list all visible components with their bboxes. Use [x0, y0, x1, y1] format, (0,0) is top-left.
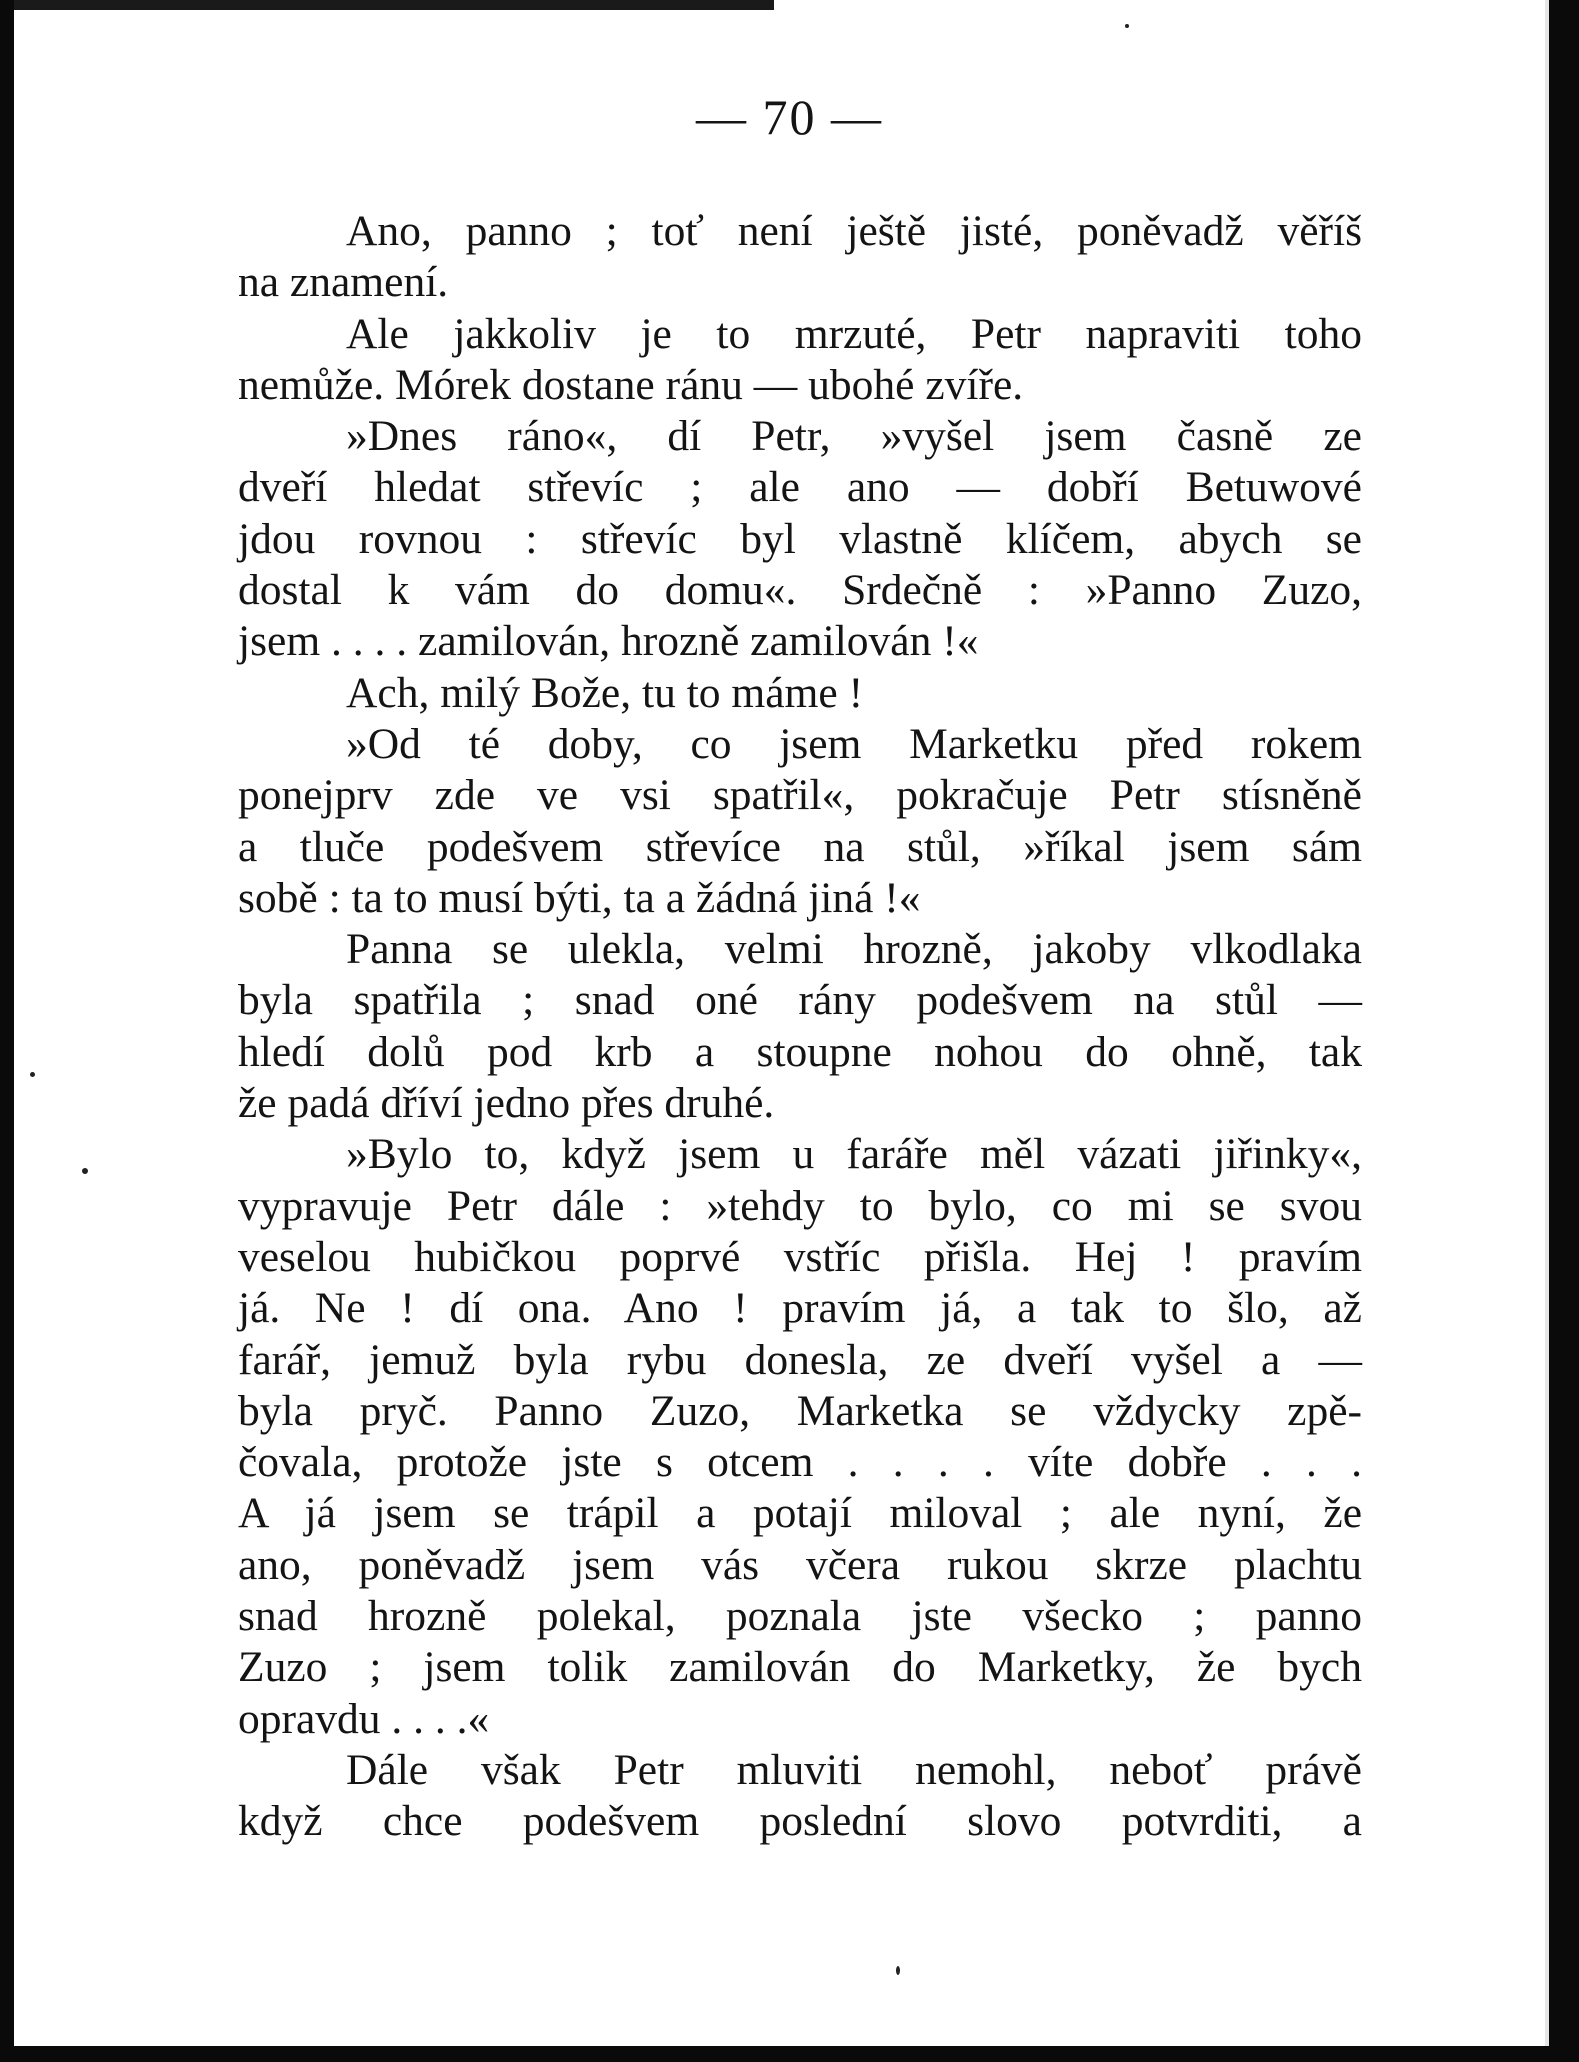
page-number: — 70 —	[696, 89, 883, 145]
text-line: snad hrozně polekal, poznala jste všecko ; panno	[238, 1592, 1362, 1641]
text-line: A já jsem se trápil a potají miloval ; ale nyní, že	[238, 1489, 1362, 1538]
scan-edge-right	[1549, 0, 1579, 2062]
text-line: hledí dolů pod krb a stoupne nohou do ohně, tak	[238, 1027, 1362, 1076]
scan-edge-bottom	[0, 2046, 1579, 2062]
text-line: sobě : ta to musí býti, ta a žádná jiná !«	[238, 873, 921, 922]
text-line: »Dnes ráno«, dí Petr, »vyšel jsem časně ze	[346, 412, 1362, 461]
text-line: Zuzo ; jsem tolik zamilován do Marketky, že bych	[238, 1643, 1362, 1692]
page-body-text	[238, 206, 1362, 1848]
scan-edge-left	[0, 0, 14, 2062]
text-line: Dále však Petr mluviti nemohl, neboť právě	[346, 1745, 1362, 1794]
text-line: dostal k vám do domu«. Srdečně : »Panno Zuzo,	[238, 566, 1362, 615]
text-line: opravdu . . . .«	[238, 1694, 490, 1743]
scan-speck	[82, 1168, 88, 1174]
text-line: »Od té doby, co jsem Marketku před rokem	[346, 719, 1362, 768]
text-line: a tluče podešvem střevíce na stůl, »říkal jsem sám	[238, 822, 1362, 871]
text-line: farář, jemuž byla rybu donesla, ze dveří vyšel a —	[238, 1335, 1362, 1384]
text-line: Ach, milý Bože, tu to máme !	[346, 668, 864, 717]
text-line: ano, poněvadž jsem vás včera rukou skrze plachtu	[238, 1540, 1362, 1589]
scan-speck	[1125, 24, 1129, 28]
text-line: Panna se ulekla, velmi hrozně, jakoby vlkodlaka	[346, 925, 1362, 974]
text-line: »Bylo to, když jsem u faráře měl vázati jiřinky«,	[346, 1130, 1362, 1179]
text-line: jdou rovnou : střevíc byl vlastně klíčem, abych se	[238, 514, 1362, 563]
text-line: Ano, panno ; toť není ještě jisté, poněvadž věříš	[346, 207, 1362, 255]
text-line: na znamení.	[238, 258, 449, 307]
text-line: nemůže. Mórek dostane ránu — ubohé zvíře.	[238, 360, 1024, 409]
text-line: byla spatřila ; snad oné rány podešvem na stůl —	[238, 976, 1362, 1025]
text-line: ponejprv zde ve vsi spatřil«, pokračuje Petr stísněně	[238, 771, 1362, 820]
text-line: dveří hledat střevíc ; ale ano — dobří Betuwové	[238, 463, 1362, 512]
scan-speck	[896, 1966, 900, 1975]
text-line: že padá dříví jedno přes druhé.	[238, 1079, 775, 1128]
text-line: vypravuje Petr dále : »tehdy to bylo, co mi se svou	[238, 1181, 1362, 1230]
text-line: veselou hubičkou poprvé vstříc přišla. Hej ! pravím	[238, 1232, 1362, 1281]
text-line: když chce podešvem poslední slovo potvrditi, a	[238, 1797, 1362, 1846]
text-line: Ale jakkoliv je to mrzuté, Petr napraviti toho	[346, 309, 1362, 358]
scan-edge-top	[14, 0, 774, 10]
text-line: já. Ne ! dí ona. Ano ! pravím já, a tak to šlo, až	[238, 1284, 1362, 1333]
text-line: jsem . . . . zamilován, hrozně zamilován !«	[238, 617, 979, 666]
text-line: byla pryč. Panno Zuzo, Marketka se vždycky zpě-	[238, 1386, 1362, 1435]
scan-speck	[30, 1072, 35, 1077]
text-line: čovala, protože jste s otcem . . . . víte dobře . . .	[238, 1438, 1362, 1487]
